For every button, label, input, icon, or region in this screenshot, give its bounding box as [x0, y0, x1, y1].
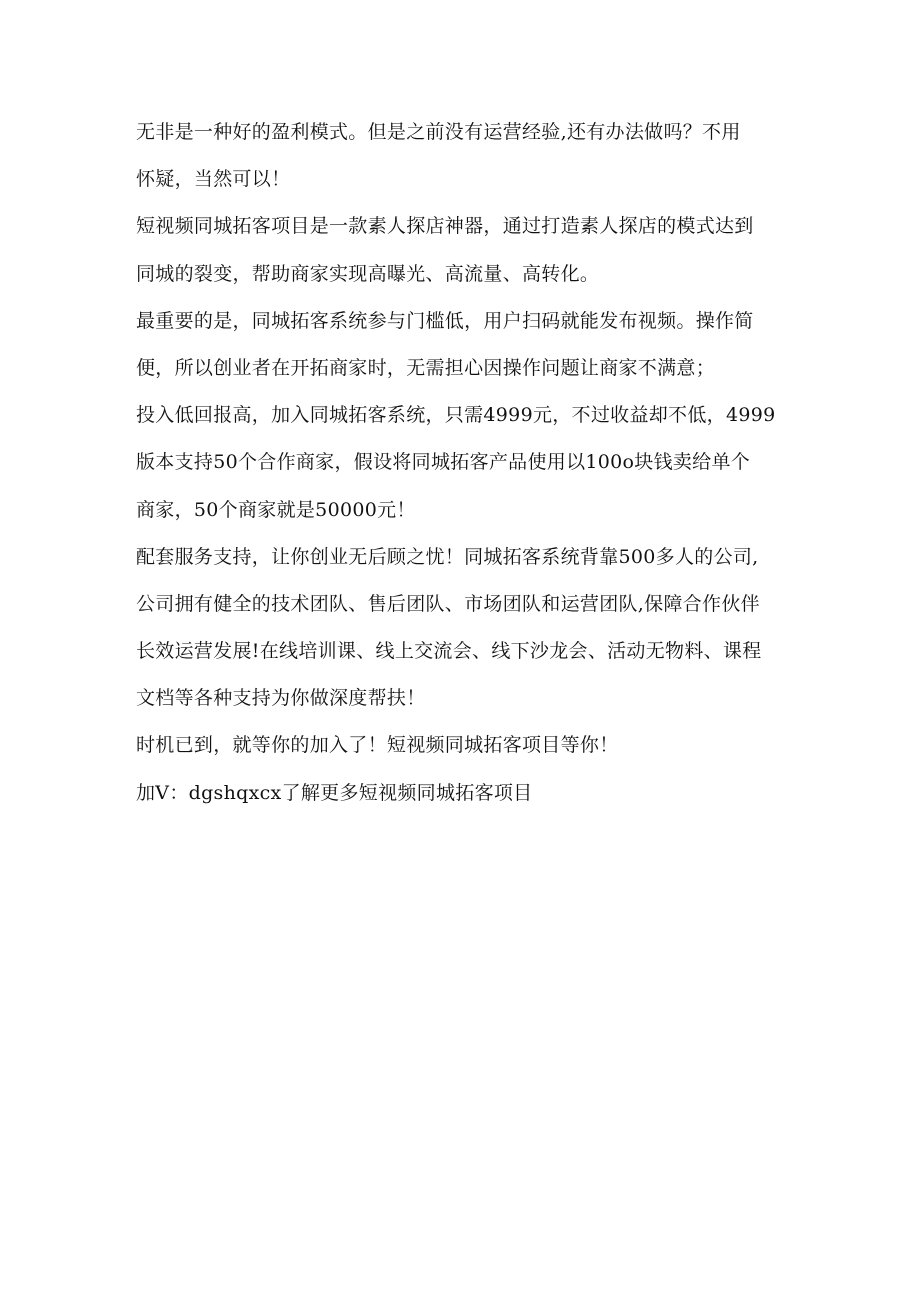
text-line: 商家，50个商家就是50000元！: [136, 498, 416, 521]
text-line: 长效运营发展!在线培训课、线上交流会、线下沙龙会、活动无物料、课程: [136, 640, 762, 663]
text-line: 无非是一种好的盈利模式。但是之前没有运营经验,还有办法做吗？不用: [136, 121, 741, 143]
document-body: [136, 112, 796, 820]
text-line: 最重要的是，同城拓客系统参与门槛低，用户扫码就能发布视频。操作简: [136, 309, 754, 332]
text-line: 版本支持50个合作商家，假设将同城拓客产品使用以100o块钱卖给单个: [136, 451, 751, 474]
text-line: 同城的裂变，帮助商家实现高曝光、高流量、高转化。: [136, 262, 600, 285]
text-line: 短视频同城拓客项目是一款素人探店神器，通过打造素人探店的模式达到: [136, 215, 754, 238]
text-line: 文档等各种支持为你做深度帮扶！: [136, 687, 426, 710]
text-line: 投入低回报高，加入同城拓客系统，只需4999元，不过收益却不低，4999: [136, 404, 776, 427]
text-line: 时机已到，就等你的加入了！短视频同城拓客项目等你！: [136, 734, 619, 757]
text-line: 公司拥有健全的技术团队、售后团队、市场团队和运营团队,保障合作伙伴: [136, 592, 760, 615]
text-line: 便，所以创业者在开拓商家时，无需担心因操作问题让商家不满意；: [136, 356, 716, 379]
text-line: 加V：dgshqxcx了解更多短视频同城拓客项目: [136, 781, 533, 804]
text-line: 配套服务支持，让你创业无后顾之忧！同城拓客系统背靠500多人的公司,: [136, 545, 759, 568]
text-line: 怀疑，当然可以！: [136, 168, 291, 191]
